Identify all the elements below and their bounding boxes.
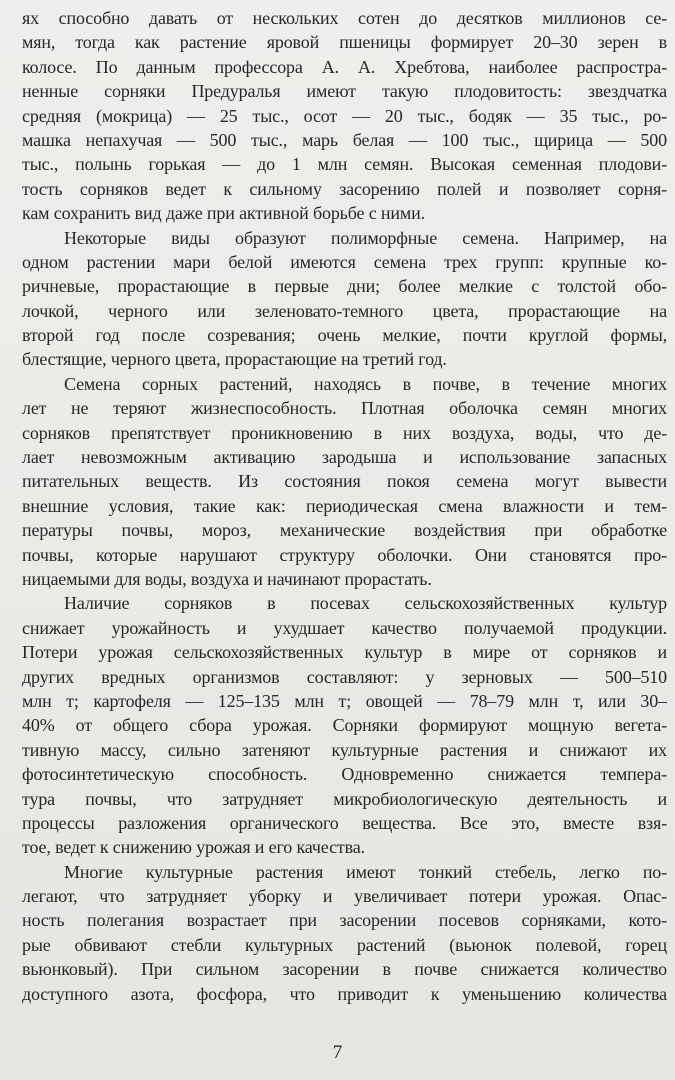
text-line: млн т; картофеля — 125–135 млн т; овощей — 78–79 млн т, или 30– (22, 690, 667, 711)
text-line: кам сохранить вид даже при активной борьбе с ними. (22, 203, 425, 224)
text-line: пературы почвы, мороз, механические воздействия при обработке (22, 520, 667, 541)
text-line: ях способно давать от нескольких сотен до десятков миллионов се- (22, 8, 667, 28)
text-line: рые обвивают стебли культурных растений (вьюнок полевой, горец (22, 934, 667, 955)
text-line: питательных веществ. Из состояния покоя семена могут вывести (22, 471, 667, 492)
text-line: тыс., полынь горькая — до 1 млн семян. Высокая семенная плодови- (22, 154, 667, 175)
text-line: других вредных организмов составляют: у зерновых — 500–510 (22, 666, 667, 687)
text-line: мян, тогда как растение яровой пшеницы формирует 20–30 зерен в (22, 32, 667, 53)
paragraph-first-line: Наличие сорняков в посевах сельскохозяйственных культур (64, 593, 667, 614)
text-line: ненные сорняки Предуралья имеют такую плодовитость: звездчатка (22, 81, 667, 102)
text-line: лает невозможным активацию зародыша и использование запасных (22, 447, 667, 468)
text-line: машка непахучая — 500 тыс., марь белая — 100 тыс., щирица — 500 (22, 129, 667, 150)
text-line: тость сорняков ведет к сильному засорению полей и позволяет сорня- (22, 178, 667, 199)
text-line: внешние условия, такие как: периодическая смена влажности и тем- (22, 495, 667, 516)
text-line: фотосинтетическую способность. Одновременно снижается темпера- (22, 764, 667, 785)
text-line: доступного азота, фосфора, что приводит к уменьшению количества (22, 983, 667, 1004)
text-line: снижает урожайность и ухудшает качество получаемой продукции. (22, 617, 667, 638)
text-line: 40% от общего сбора урожая. Сорняки формируют мощную вегета- (22, 715, 667, 736)
text-line: Потери урожая сельскохозяйственных культур в мире от сорняков и (22, 642, 667, 663)
text-line: тое, ведет к снижению урожая и его качества. (22, 837, 365, 858)
text-line: одном растении мари белой имеются семена трех групп: крупные ко- (22, 251, 667, 272)
text-line: блестящие, черного цвета, прорастающие на третий год. (22, 349, 447, 370)
text-line: вьюнковый). При сильном засорении в почве снижается количество (22, 959, 667, 980)
text-line: лет не теряют жизнеспособность. Плотная оболочка семян многих (22, 398, 667, 419)
page-number: 7 (332, 1042, 343, 1063)
text-line: колосе. По данным профессора А. А. Хребтова, наиболее распростра- (22, 56, 667, 77)
text-line: почвы, которые нарушают структуру оболочки. Они становятся про- (22, 544, 667, 565)
text-line: ницаемыми для воды, воздуха и начинают прорастать. (22, 568, 432, 589)
text-line: средняя (мокрица) — 25 тыс., осот — 20 тыс., бодяк — 35 тыс., ро- (22, 105, 667, 126)
paragraph-first-line: Многие культурные растения имеют тонкий стебель, легко по- (64, 861, 667, 882)
text-line: лочкой, черного или зеленовато-темного цвета, прорастающие на (22, 300, 667, 321)
text-line: ричневые, прорастающие в первые дни; более мелкие с толстой обо- (22, 276, 667, 297)
text-line: второй год после созревания; очень мелкие, почти круглой формы, (22, 325, 667, 346)
text-line: сорняков препятствует проникновению в них воздуха, воды, что де- (22, 422, 667, 443)
paragraph-first-line: Семена сорных растений, находясь в почве, в течение многих (64, 373, 667, 394)
text-line: ность полегания возрастает при засорении посевов сорняками, кото- (22, 910, 667, 931)
body-text (22, 6, 667, 1006)
text-line: тивную массу, сильно затеняют культурные растения и снижают их (22, 739, 667, 760)
text-line: легают, что затрудняет уборку и увеличивает потери урожая. Опас- (22, 886, 667, 907)
text-line: тура почвы, что затрудняет микробиологическую деятельность и (22, 788, 667, 809)
text-line: процессы разложения органического вещества. Все это, вместе взя- (22, 812, 667, 833)
paragraph-first-line: Некоторые виды образуют полиморфные семена. Например, на (64, 227, 667, 248)
